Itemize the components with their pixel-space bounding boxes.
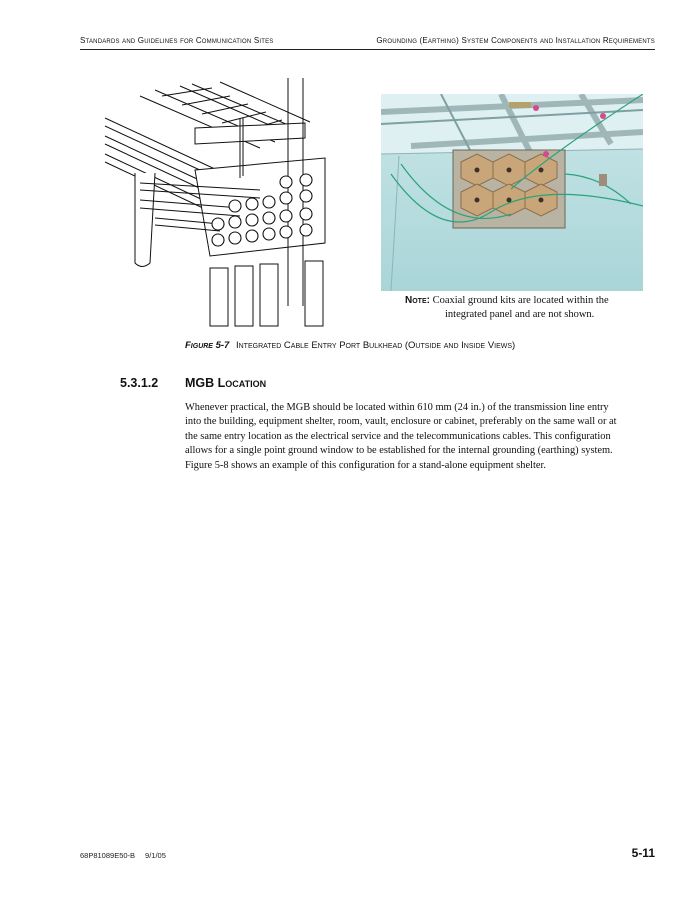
running-header-left: Standards and Guidelines for Communication Sites (80, 36, 274, 45)
body-line: into the building, equipment shelter, room, vault, enclosure or cabinet, preferably on the same wall or at (185, 416, 617, 428)
footer-page-number: 5-11 (631, 846, 655, 860)
footer-date: 9/1/05 (145, 851, 166, 860)
figure-note (405, 294, 655, 322)
caption-number: Figure 5-7 (185, 340, 230, 351)
footer-doc-number: 68P81089E50-B (80, 851, 136, 860)
bulkhead-inside-view-photo (381, 94, 643, 291)
caption-text: Integrated Cable Entry Port Bulkhead (Outside and Inside Views) (235, 340, 516, 351)
body-line: Figure 5-8 shows an example of this configuration for a stand-alone equipment shelter. (185, 459, 546, 471)
body-line: the same entry location as the electrical service and the telecommunications cables. This configuration (185, 430, 611, 442)
note-text-line1: Coaxial ground kits are located within the (432, 295, 609, 306)
body-line: allows for a single point ground window to be established for the internal grounding (earthing) system. (185, 445, 613, 457)
note-label: Note: (405, 295, 430, 306)
note-text-line2: integrated panel and are not shown. (445, 309, 595, 320)
bulkhead-outside-view-drawing (100, 78, 345, 330)
running-header-right: Grounding (Earthing) System Components and Installation Requirements (376, 36, 655, 45)
section-title: MGB Location (185, 376, 267, 390)
body-line: Whenever practical, the MGB should be located within 610 mm (24 in.) of the transmission line entry (185, 402, 609, 413)
section-body-paragraph (185, 401, 655, 473)
header-rule (80, 49, 655, 50)
footer-doc-info (80, 851, 166, 860)
section-number: 5.3.1.2 (120, 376, 159, 390)
figure-caption (185, 340, 515, 351)
